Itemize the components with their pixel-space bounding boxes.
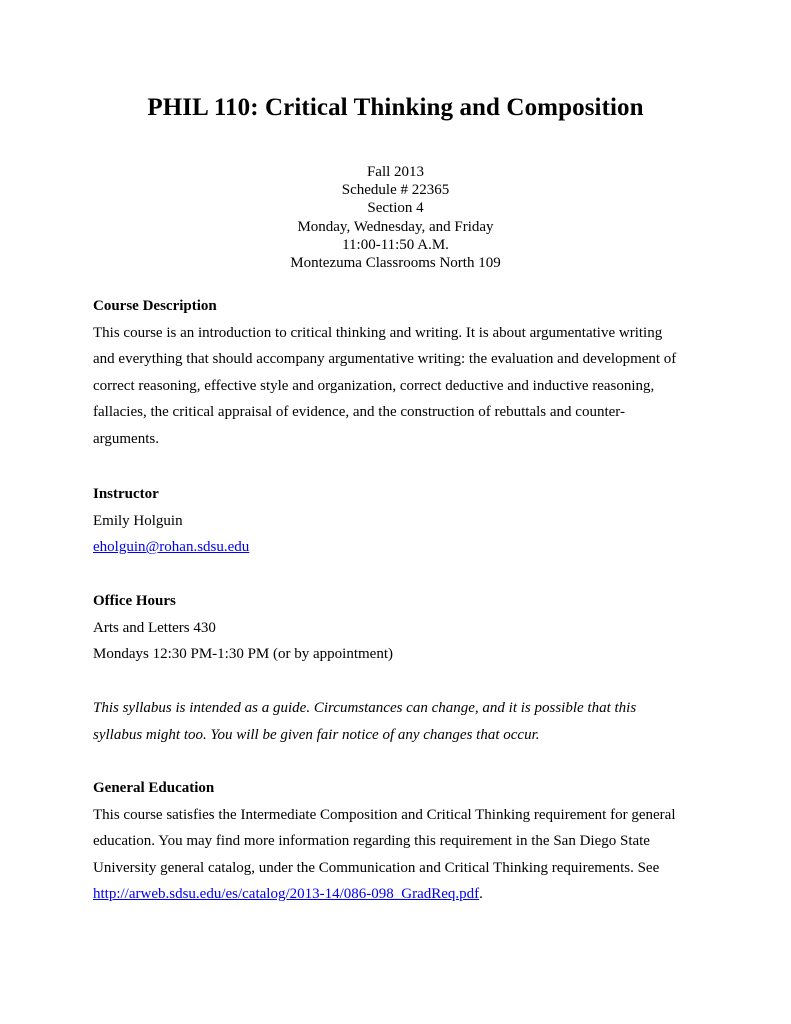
course-description-line: arguments. xyxy=(93,430,159,447)
disclaimer-line: This syllabus is intended as a guide. Circumstances can change, and it is possible that this xyxy=(93,700,637,716)
course-time: 11:00-11:50 A.M. xyxy=(342,236,449,253)
office-hours-heading: Office Hours xyxy=(93,593,176,609)
course-section: Section 4 xyxy=(367,200,424,217)
page-title: PHIL 110: Critical Thinking and Composition xyxy=(147,94,644,121)
general-education-line: University general catalog, under the Communication and Critical Thinking requirements. See xyxy=(93,859,660,876)
course-term: Fall 2013 xyxy=(366,164,425,180)
course-description-line: correct reasoning, effective style and organization, correct deductive and inductive reasoning, xyxy=(93,377,655,394)
course-days: Monday, Wednesday, and Friday xyxy=(297,218,494,235)
general-education-line: education. You may find more information regarding this requirement in the San Diego State xyxy=(93,833,650,849)
course-description-line: fallacies, the critical appraisal of evidence, and the construction of rebuttals and counter- xyxy=(93,404,625,420)
instructor-name: Emily Holguin xyxy=(93,512,183,529)
course-description-line: This course is an introduction to critical thinking and writing. It is about argumentative writing xyxy=(93,324,663,341)
general-education-heading: General Education xyxy=(93,780,215,796)
link-trailing-period: . xyxy=(479,886,483,902)
general-education-section xyxy=(93,775,713,908)
course-location: Montezuma Classrooms North 109 xyxy=(290,255,501,272)
instructor-section xyxy=(93,481,713,561)
office-location: Arts and Letters 430 xyxy=(93,619,216,636)
office-hours-times: Mondays 12:30 PM-1:30 PM (or by appointment) xyxy=(93,646,393,662)
course-info-block xyxy=(0,163,791,272)
course-description-line: and everything that should accompany argumentative writing: the evaluation and development of xyxy=(93,351,677,367)
syllabus-disclaimer xyxy=(93,695,713,748)
instructor-heading: Instructor xyxy=(93,486,159,502)
office-hours-section xyxy=(93,588,713,668)
course-description-heading: Course Description xyxy=(93,298,217,314)
catalog-requirements-link[interactable]: http://arweb.sdsu.edu/es/catalog/2013-14/086-098_GradReq.pdf xyxy=(93,886,480,902)
general-education-line: This course satisfies the Intermediate Composition and Critical Thinking requirement for general xyxy=(93,806,676,823)
instructor-email-link[interactable]: eholguin@rohan.sdsu.edu xyxy=(93,539,250,555)
course-schedule: Schedule # 22365 xyxy=(341,182,450,199)
disclaimer-line: syllabus might too. You will be given fair notice of any changes that occur. xyxy=(93,726,540,743)
course-description-section xyxy=(93,293,713,452)
